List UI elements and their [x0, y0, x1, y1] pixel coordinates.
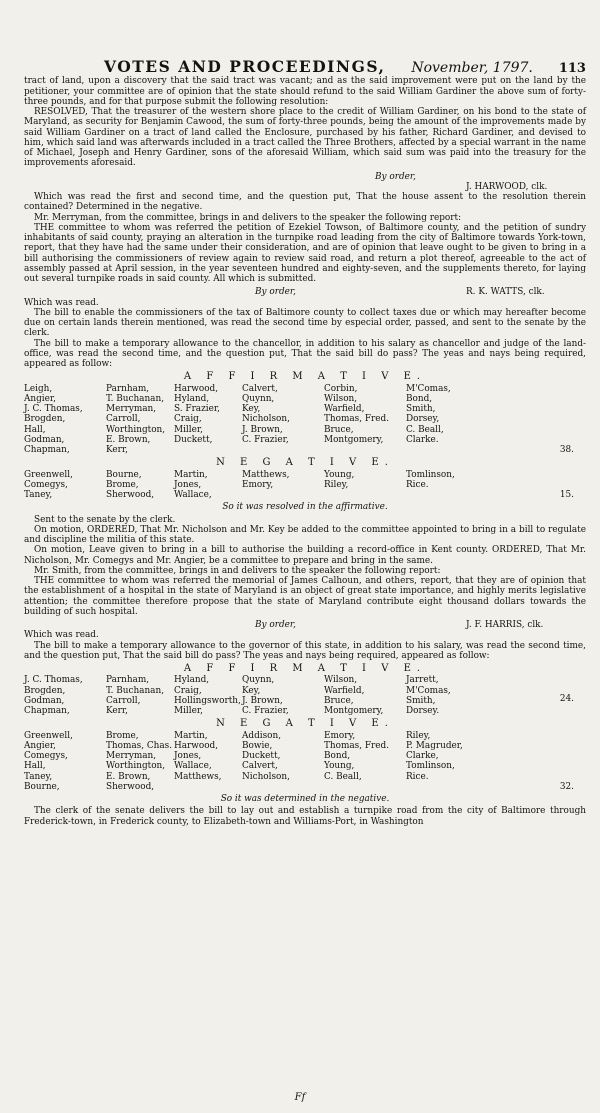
- member-name: Martin,: [174, 730, 208, 741]
- vote-block-governor-negative: [24, 719, 586, 792]
- member-name: Duckett,: [174, 434, 213, 445]
- member-name: Brogden,: [24, 414, 66, 425]
- member-name: Hyland,: [174, 675, 210, 686]
- row-spacer: [484, 741, 586, 751]
- member-name: Bruce,: [324, 695, 354, 706]
- member-name: Riley,: [406, 730, 431, 741]
- member-name: C. Frazier,: [242, 434, 289, 445]
- negative-total: 15.: [559, 490, 574, 500]
- member-name: [324, 490, 406, 500]
- member-name: Craig,: [174, 685, 202, 696]
- negative-names: [24, 731, 586, 793]
- member-name: T. Buchanan,: [106, 393, 165, 404]
- member-name: [406, 445, 484, 455]
- member-name: Merryman,: [106, 751, 157, 761]
- member-name: M'Comas,: [406, 383, 451, 394]
- row-spacer: [484, 384, 586, 394]
- page-header: [24, 0, 586, 76]
- running-date: November, 1797.: [411, 60, 533, 76]
- by-order-label: By order,: [375, 171, 416, 182]
- member-name: Taney,: [24, 771, 53, 782]
- running-title: VOTES AND PROCEEDINGS,: [104, 57, 386, 76]
- row-spacer: [484, 706, 586, 716]
- member-name: Harwood,: [174, 383, 219, 394]
- signature-mark: Ff: [294, 1092, 306, 1103]
- member-name: Worthington,: [106, 424, 166, 435]
- member-name: Jones,: [174, 479, 202, 490]
- member-name: Bourne,: [24, 781, 60, 792]
- member-name: M'Comas,: [406, 685, 451, 696]
- member-name: Nicholson,: [242, 771, 290, 782]
- member-name: Brome,: [106, 730, 139, 741]
- member-name: C. Beall,: [406, 424, 444, 435]
- paragraph: The bill to enable the commissioners of the tax of Baltimore county to collect taxes due or which may hereafter become due on certain lands therein mentioned, was read the second time by especial order, passed, and sent to the senate by the clerk.: [24, 307, 586, 339]
- member-name: Dorsey,: [406, 414, 440, 425]
- member-name: Thomas, Fred.: [324, 414, 390, 425]
- paragraph: Mr. Merryman, from the committee, brings in and delivers to the speaker the following report:: [34, 212, 462, 223]
- member-name: Brome,: [106, 479, 139, 490]
- vote-block-chancellor-negative: [24, 458, 586, 500]
- affirmative-heading: A F F I R M A T I V E.: [183, 663, 427, 674]
- paragraph: Which was read.: [24, 297, 99, 308]
- clerk-signature: J. F. HARRIS, clk.: [466, 620, 544, 630]
- member-name: Hall,: [24, 761, 46, 772]
- member-name: Clarke,: [406, 751, 439, 761]
- member-name: E. Brown,: [106, 771, 151, 782]
- member-name: C. Frazier,: [242, 706, 289, 716]
- member-name: Wilson,: [324, 393, 358, 404]
- paragraph: On motion, Leave given to bring in a bill to authorise the building a record-office in Kent county. ORDERED, That Mr. Nicholson, Mr. Comegys and Mr. Angier, be a committee to prepare and bring in the same.: [24, 545, 586, 566]
- row-spacer: [484, 425, 586, 435]
- member-name: Parnham,: [106, 675, 150, 686]
- negative-total: 32.: [559, 781, 574, 792]
- vote-block-chancellor: [24, 372, 586, 455]
- by-order-line: [24, 287, 586, 297]
- member-name: Young,: [324, 761, 355, 772]
- row-spacer: [484, 404, 586, 414]
- affirmative-total: 38.: [559, 445, 574, 455]
- member-name: J. Brown,: [242, 695, 283, 706]
- member-name: Smith,: [406, 404, 436, 414]
- row-spacer: [484, 394, 586, 404]
- member-name: Emory,: [324, 730, 356, 741]
- member-name: Calvert,: [242, 761, 278, 772]
- member-name: Matthews,: [242, 469, 290, 480]
- member-name: Greenwell,: [24, 469, 73, 480]
- row-spacer: [484, 435, 586, 445]
- member-name: [174, 782, 242, 792]
- page-number: 113: [558, 61, 586, 76]
- member-name: Tomlinson,: [406, 469, 455, 480]
- member-name: Rice.: [406, 771, 429, 782]
- member-name: Duckett,: [242, 751, 281, 761]
- member-name: Kerr,: [106, 445, 128, 455]
- row-spacer: [484, 751, 586, 761]
- member-name: [406, 490, 484, 500]
- member-name: Addison,: [242, 730, 282, 741]
- member-name: E. Brown,: [106, 434, 151, 445]
- member-name: Kerr,: [106, 706, 128, 716]
- member-name: Worthington,: [106, 761, 166, 772]
- member-name: Tomlinson,: [406, 761, 455, 772]
- member-name: Key,: [242, 685, 261, 696]
- member-name: Wilson,: [324, 675, 358, 686]
- member-name: Warfield,: [324, 404, 365, 414]
- member-name: Taney,: [24, 490, 53, 500]
- member-name: Greenwell,: [24, 730, 73, 741]
- member-name: Harwood,: [174, 740, 219, 751]
- member-name: Montgomery,: [324, 706, 384, 716]
- resolution-paragraph: RESOLVED, That the treasurer of the western shore place to the credit of William Gardiner, on his bond to the state of Maryland, as security for Benjamin Cawood, the sum of forty-three pounds, being the amount of the improvements made by said William Gardiner on a tract of land called the Enclosure, purchased by his father, Richard Gardiner, and devised to him, which said land was afterwards included in a tract called the Three Brothers, affected by a special warrant in the name of Michael, Joseph and Henry Gardiner, sons of the aforesaid William, which said sum was paid into the treasury for the improvements aforesaid.: [24, 107, 586, 169]
- member-name: C. Beall,: [324, 771, 362, 782]
- member-name: Angier,: [24, 740, 56, 751]
- row-spacer: [484, 731, 586, 741]
- member-name: Bourne,: [106, 469, 142, 480]
- member-name: Jarrett,: [406, 675, 439, 686]
- negative-names: [24, 470, 586, 501]
- paragraph: Which was read.: [24, 630, 99, 641]
- member-name: Clarke.: [406, 434, 439, 445]
- member-name: Key,: [242, 404, 261, 414]
- report-paragraph: THE committee to whom was referred the petition of Ezekiel Towson, of Baltimore county, and the petition of sundry inhabitants of said county, praying an alteration in the turnpike road leading from the city of Baltimore towards York-town, report, that they have had the same under their consideration, and are of opinion that leave ought to be given to bring in a bill authorising the commissioners of review again to review said road, and return a plot thereof, agreeable to the act of assembly passed at April session, in the year seventeen hundred and eighty-seven, and the supplements thereto, for laying out several turnpike roads in said county. All which is submitted.: [24, 222, 586, 284]
- member-name: Riley,: [324, 479, 349, 490]
- member-name: Chapman,: [24, 445, 70, 455]
- affirmative-heading: A F F I R M A T I V E.: [183, 371, 427, 383]
- member-name: Bond,: [406, 393, 433, 404]
- paragraph: On motion, ORDERED, That Mr. Nicholson and Mr. Key be added to the committee appointed to bring in a bill to regulate and discipline the militia of this state.: [24, 524, 586, 545]
- member-name: Montgomery,: [324, 434, 384, 445]
- member-name: Comegys,: [24, 751, 68, 761]
- member-name: Smith,: [406, 695, 436, 706]
- paragraph: Mr. Smith, from the committee, brings in and delivers to the speaker the following report:: [34, 565, 441, 576]
- paragraph: The clerk of the senate delivers the bill to lay out and establish a turnpike road from the city of Baltimore through Frederick-town, in Frederick county, to Elizabeth-town and Williams-Port, in Washington: [24, 806, 586, 827]
- vote-result: So it was determined in the negative.: [220, 794, 390, 804]
- member-name: Leigh,: [24, 383, 53, 394]
- row-spacer: [484, 480, 586, 490]
- member-name: Rice.: [406, 479, 429, 490]
- row-spacer: [484, 470, 586, 480]
- by-order-line: [24, 620, 586, 630]
- member-name: [324, 445, 406, 455]
- member-name: Dorsey.: [406, 706, 440, 716]
- member-name: [242, 445, 324, 455]
- member-name: [406, 782, 484, 792]
- member-name: Emory,: [242, 479, 274, 490]
- member-name: Sherwood,: [106, 781, 155, 792]
- member-name: Chapman,: [24, 706, 70, 716]
- by-order-label: By order,: [255, 620, 296, 630]
- negative-heading: N E G A T I V E.: [216, 718, 394, 730]
- member-name: Carroll,: [106, 414, 141, 425]
- member-name: Angier,: [24, 393, 56, 404]
- member-name: [324, 782, 406, 792]
- member-name: Quynn,: [242, 675, 275, 686]
- row-spacer: [484, 772, 586, 782]
- member-name: Corbin,: [324, 383, 358, 394]
- paragraph: Which was read the first and second time, and the question put, That the house assent to the resolution therein contained? Determined in the negative.: [24, 192, 586, 213]
- member-name: Bowie,: [242, 740, 273, 751]
- paragraph: tract of land, upon a discovery that the said tract was vacant; and as the said improvement were put on the land by the petitioner, your committee are of opinion that the state should refund to the said William Gardiner the above sum of forty-three pounds, and for that purpose submit the following resolution:: [24, 76, 586, 107]
- member-name: P. Magruder,: [406, 740, 463, 751]
- affirmative-names: [24, 675, 586, 716]
- member-name: Martin,: [174, 469, 208, 480]
- by-order-label: By order,: [255, 287, 296, 298]
- report-paragraph: THE committee to whom was referred the memorial of James Calhoun, and others, report, that they are of opinion that the establishment of a hospital in the state of Maryland is an object of great state importance, and highly merits legislative attention; the committee therefore propose that the state of Maryland contribute eight thousand dollars towards the building of such hospital.: [24, 576, 586, 617]
- member-name: Brogden,: [24, 685, 66, 696]
- affirmative-names: [24, 384, 586, 456]
- member-name: Carroll,: [106, 695, 141, 706]
- member-name: J. C. Thomas,: [24, 404, 83, 414]
- member-name: Young,: [324, 469, 355, 480]
- member-name: [242, 490, 324, 500]
- member-name: Bond,: [324, 751, 351, 761]
- member-name: Thomas, Chas.: [106, 740, 173, 751]
- member-name: Merryman,: [106, 404, 157, 414]
- member-name: Wallace,: [174, 490, 212, 500]
- member-name: Nicholson,: [242, 414, 290, 425]
- member-name: Hyland,: [174, 393, 210, 404]
- row-spacer: [484, 414, 586, 424]
- member-name: Calvert,: [242, 383, 278, 394]
- member-name: Miller,: [174, 706, 203, 716]
- member-name: Sherwood,: [106, 490, 155, 500]
- row-spacer: [484, 761, 586, 771]
- member-name: J. Brown,: [242, 424, 283, 435]
- row-spacer: [484, 675, 586, 685]
- vote-block-governor: [24, 664, 586, 716]
- affirmative-total: 24.: [559, 694, 574, 705]
- clerk-signature: R. K. WATTS, clk.: [466, 287, 545, 298]
- member-name: J. C. Thomas,: [24, 675, 83, 686]
- member-name: Godman,: [24, 434, 65, 445]
- member-name: Miller,: [174, 424, 203, 435]
- member-name: S. Frazier,: [174, 404, 220, 414]
- negative-heading: N E G A T I V E.: [216, 457, 394, 469]
- member-name: Comegys,: [24, 479, 68, 490]
- member-name: Thomas, Fred.: [324, 740, 390, 751]
- member-name: Craig,: [174, 414, 202, 425]
- clerk-signature-line: [24, 182, 586, 192]
- member-name: Parnham,: [106, 383, 150, 394]
- paragraph: Sent to the senate by the clerk.: [34, 514, 176, 525]
- member-name: Bruce,: [324, 424, 354, 435]
- clerk-signature: J. HARWOOD, clk.: [466, 181, 548, 192]
- member-name: [242, 782, 324, 792]
- by-order-line: [24, 172, 586, 182]
- vote-result: So it was resolved in the affirmative.: [222, 502, 388, 513]
- member-name: Wallace,: [174, 761, 212, 772]
- member-name: T. Buchanan,: [106, 685, 165, 696]
- member-name: Hollingsworth,: [174, 695, 241, 706]
- paragraph: The bill to make a temporary allowance to the governor of this state, in addition to his salary, was read the second time, and the question put, That the said bill do pass? The yeas and nays being required, appeared as follow:: [24, 640, 586, 661]
- member-name: [174, 445, 242, 455]
- member-name: Quynn,: [242, 393, 275, 404]
- member-name: Warfield,: [324, 685, 365, 696]
- member-name: Matthews,: [174, 771, 222, 782]
- member-name: Godman,: [24, 695, 65, 706]
- member-name: Hall,: [24, 424, 46, 435]
- member-name: Jones,: [174, 751, 202, 761]
- paragraph: The bill to make a temporary allowance to the chancellor, in addition to his salary as chancellor and judge of the land-office, was read the second time, and the question put, That the said bill do pass? The yeas and nays being required, appeared as follow:: [24, 338, 586, 369]
